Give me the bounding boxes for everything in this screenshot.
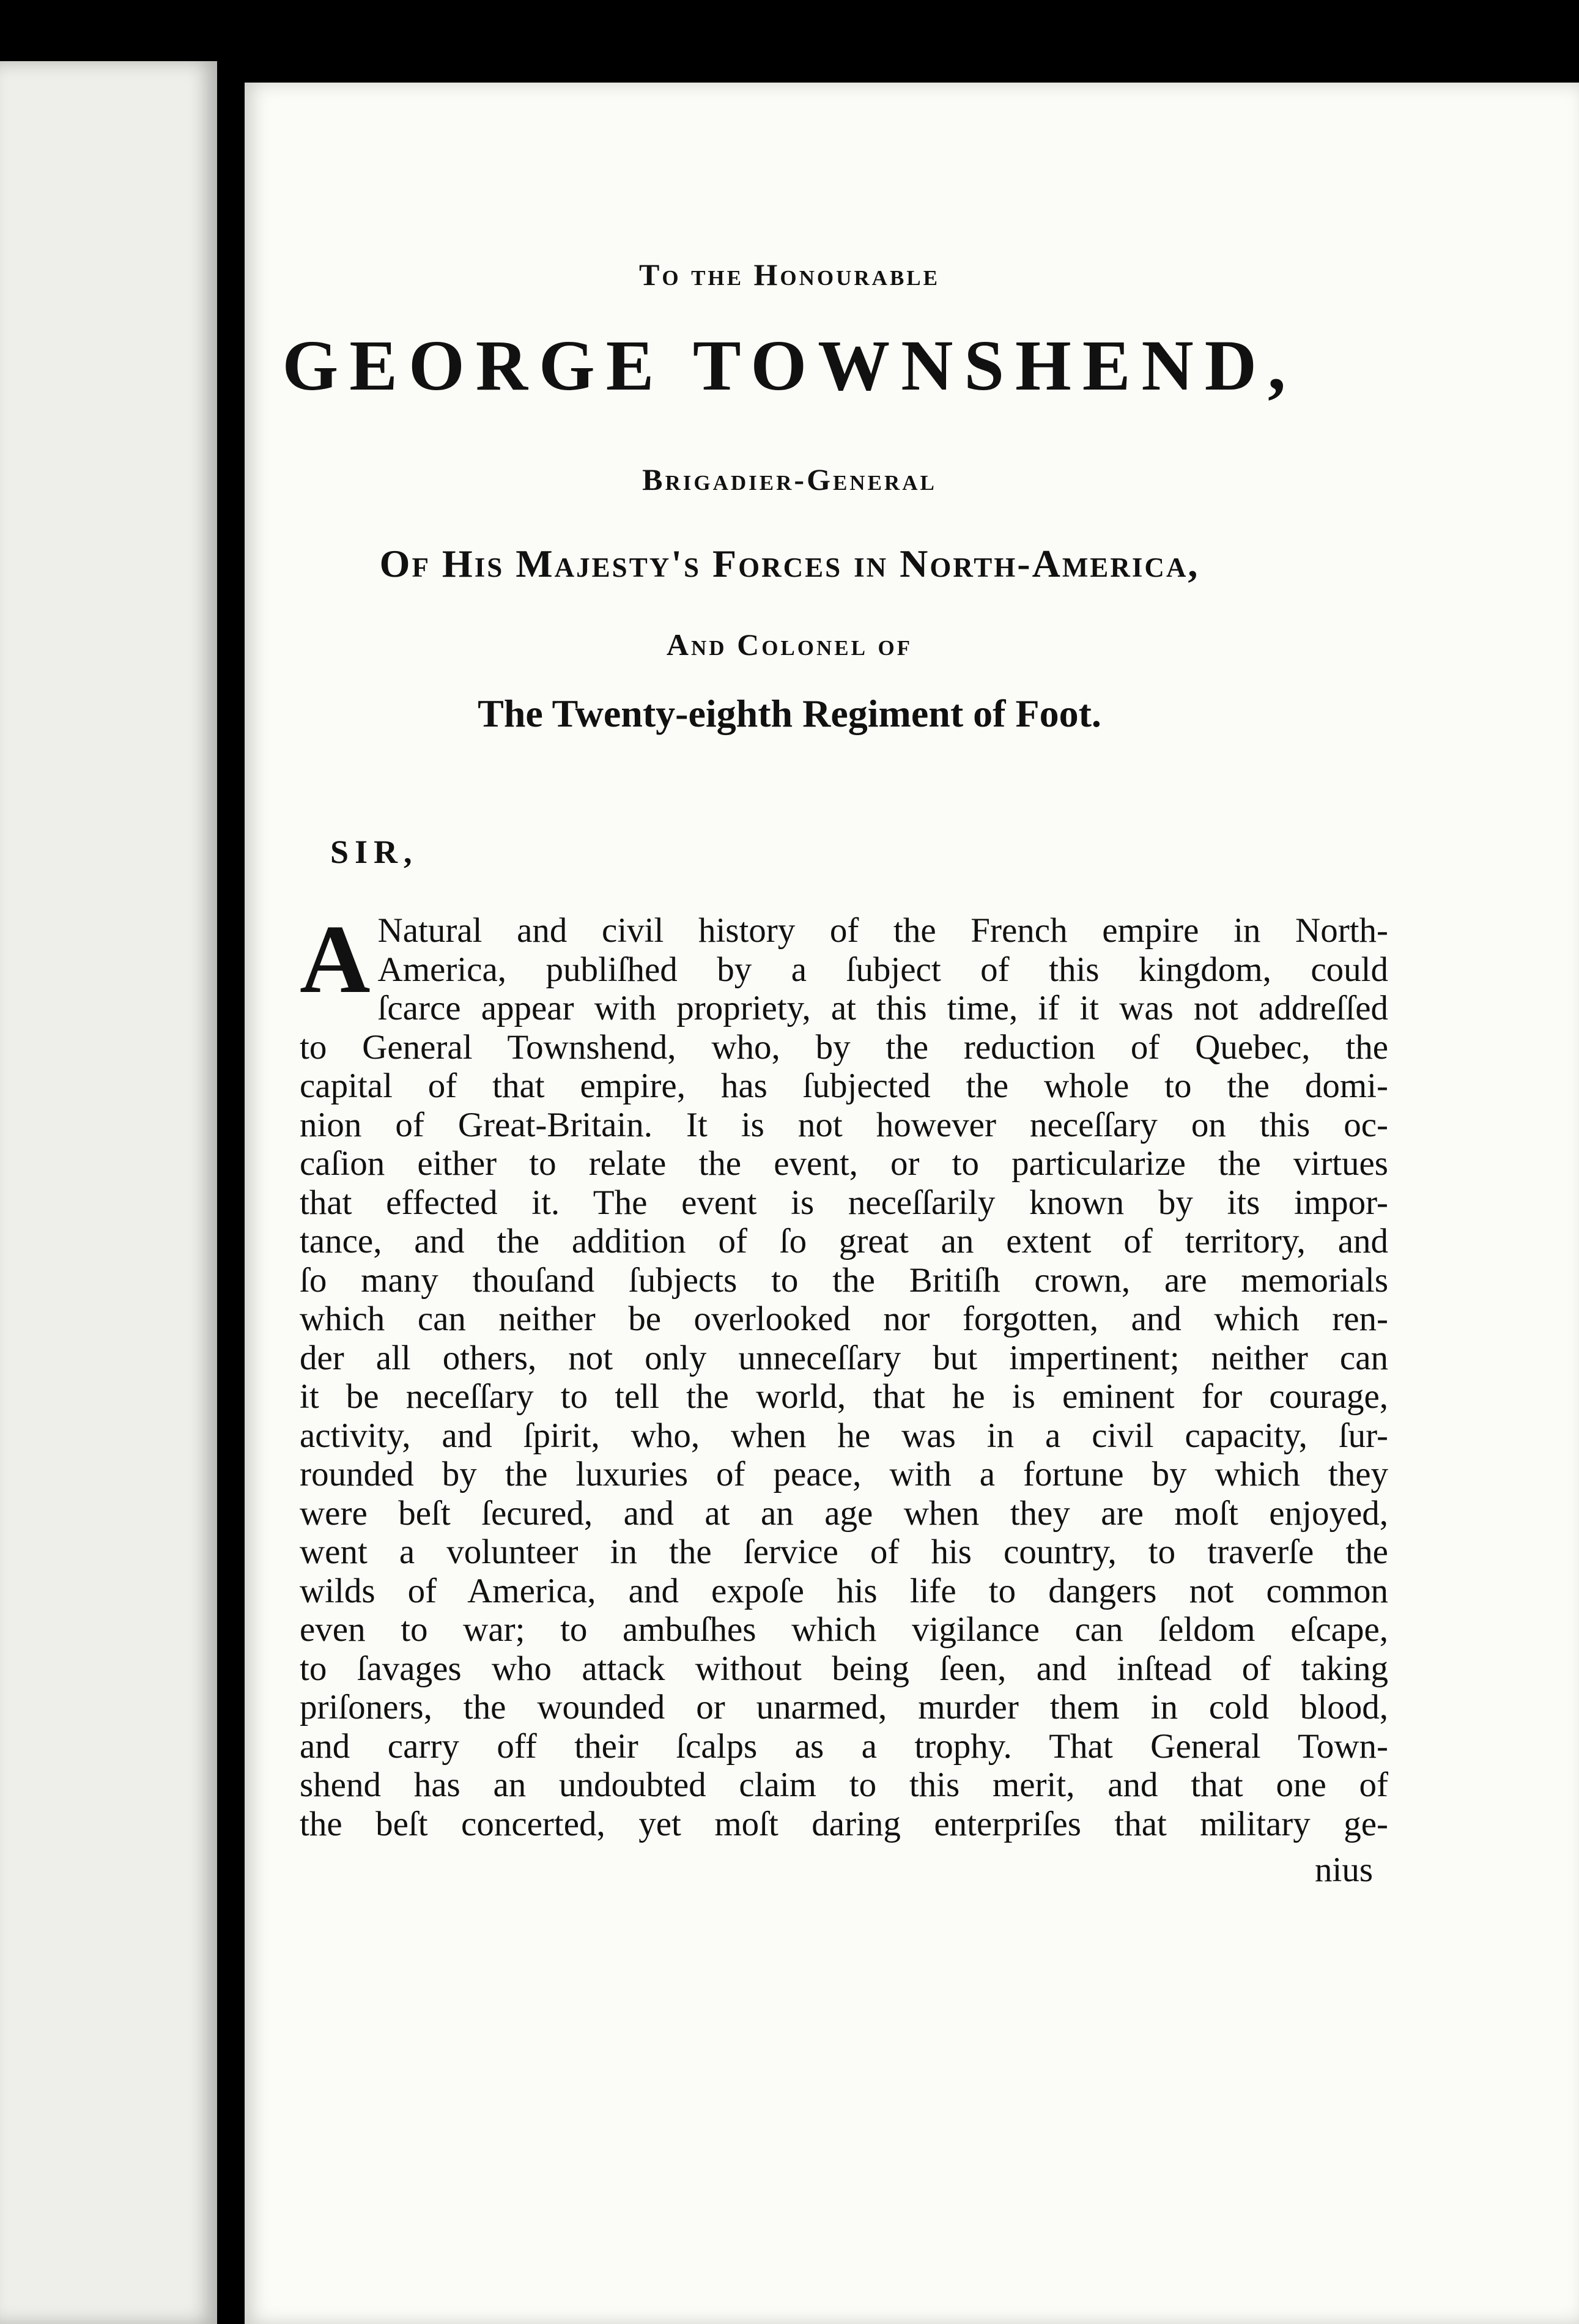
body-line: activity, and ſpirit, who, when he was in a civil capacity, ſur- — [300, 1416, 1388, 1455]
body-line: Natural and civil history of the French empire in North- — [377, 911, 1388, 950]
body-line: caſion either to relate the event, or to particularize the virtues — [300, 1144, 1388, 1183]
body-line: went a volunteer in the ſervice of his country, to traverſe the — [300, 1533, 1388, 1571]
body-line: to General Townshend, who, by the reduction of Quebec, the — [300, 1027, 1388, 1067]
body-line: that effected it. The event is neceſſarily known by its impor- — [300, 1183, 1388, 1222]
body-line: wilds of America, and expoſe his life to dangers not common — [300, 1571, 1388, 1610]
body-line: capital of that empire, has ſubjected the whole to the domi- — [300, 1067, 1388, 1105]
body-line: rounded by the luxuries of peace, with a fortune by which they — [300, 1455, 1388, 1493]
body-line: even to war; to ambuſhes which vigilance can ſeldom eſcape, — [300, 1610, 1388, 1649]
body-line: tance, and the addition of ſo great an extent of territory, and — [300, 1222, 1388, 1260]
body-line: and carry off their ſcalps as a trophy. That General Town- — [300, 1726, 1388, 1766]
dedication-to-line: To the Honourable — [639, 257, 940, 292]
body-line: shend has an undoubted claim to this merit, and that one of — [300, 1766, 1388, 1804]
body-line: der all others, not only unneceſſary but impertinent; neither can — [300, 1338, 1388, 1377]
body-line: which can neither be overlooked nor forgotten, and which ren- — [300, 1300, 1388, 1338]
body-line: America, publiſhed by a ſubject of this kingdom, could — [377, 950, 1388, 989]
catchword: nius — [1315, 1851, 1374, 1889]
body-line: it be neceſſary to tell the world, that he is eminent for courage, — [300, 1377, 1388, 1416]
body-line: nion of Great-Britain. It is not however neceſſary on this oc- — [300, 1105, 1388, 1144]
letter-body — [300, 905, 1388, 1843]
body-line: to ſavages who attack without being ſeen, and inſtead of taking — [300, 1649, 1388, 1688]
body-line: ſo many thouſand ſubjects to the Britiſh crown, are memorials — [300, 1260, 1388, 1300]
body-line: priſoners, the wounded or unarmed, murder them in cold blood, — [300, 1688, 1388, 1726]
dedicatee-regiment: The Twenty-eighth Regiment of Foot. — [478, 692, 1101, 735]
body-line: were beſt ſecured, and at an age when they are moſt enjoyed, — [300, 1493, 1388, 1533]
dedicatee-colonel-line: And Colonel of — [666, 627, 913, 662]
letter-salutation: SIR, — [330, 834, 418, 870]
dedicatee-name: GEORGE TOWNSHEND, — [282, 325, 1297, 405]
body-line: ſcarce appear with propriety, at this time, if it was not addreſſed — [377, 989, 1388, 1027]
dedicatee-command: Of His Majesty's Forces in North-America, — [379, 542, 1200, 585]
drop-cap: A — [300, 905, 371, 1013]
dedicatee-rank: Brigadier-General — [642, 462, 937, 497]
body-line: the beſt concerted, yet moſt daring enterpriſes that military ge- — [300, 1804, 1388, 1843]
